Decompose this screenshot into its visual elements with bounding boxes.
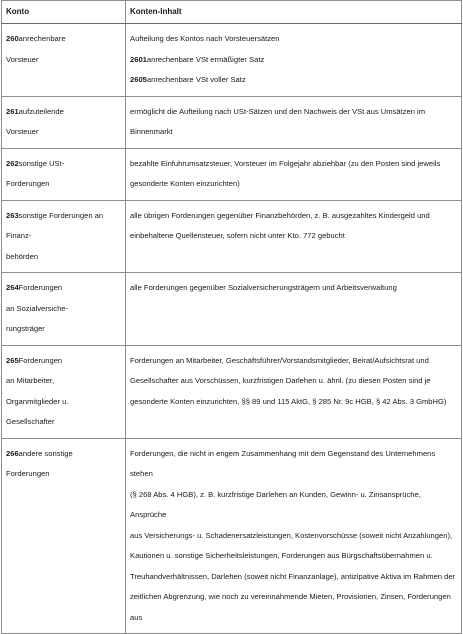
content-line: zeitlichen Abgrenzung, wie noch zu vereinnahmende Mieten, Provisionen, Zinsen, Forderungen aus (130, 592, 451, 622)
account-name-line: Organmitglieder u. (6, 396, 69, 406)
table-row (2, 273, 462, 346)
sub-account-line (130, 50, 457, 71)
account-name-line: Forderungen (6, 179, 50, 188)
account-content-cell (126, 345, 462, 438)
account-number: 264 (6, 283, 19, 292)
content-line: einbehaltene Quellensteuer, sofern nicht unter Kto. 772 gebucht (130, 231, 345, 240)
header-konten-inhalt: Konten-Inhalt (126, 1, 462, 24)
account-name-line: Forderungen (18, 355, 63, 365)
account-cell (2, 96, 126, 148)
account-number: 260 (6, 34, 19, 43)
table-row (2, 148, 462, 200)
account-name-line: Gesellschafter (6, 417, 55, 426)
account-content-cell (126, 200, 462, 273)
account-content-cell (126, 438, 462, 634)
table-row (2, 438, 462, 634)
table-row (2, 96, 462, 148)
header-row (2, 1, 462, 24)
table-row (2, 200, 462, 273)
content-line: Forderungen an Mitarbeiter, Geschäftsführer/Vorstandsmitglieder, Beirat/Aufsichtsrat und (130, 355, 429, 365)
header-konto: Konto (2, 1, 126, 24)
account-number: 261 (6, 106, 19, 116)
content-line: Aufteilung des Kontos nach Vorsteuersätzen (130, 34, 280, 43)
sub-account-number: 2605 (130, 75, 147, 84)
account-name-line: sonstige Forderungen an (18, 210, 104, 220)
content-line: Binnenmarkt (130, 127, 173, 136)
account-cell (2, 24, 126, 97)
account-name-line: Vorsteuer (6, 54, 39, 64)
content-line: Gesellschafter aus Vorschüssen, kurzfristigen Darlehen u. ähnl. (zu diesen Posten sind je (130, 376, 431, 385)
sub-account-text: anrechenbare VSt voller Satz (146, 75, 246, 84)
content-line: ermöglicht die Aufteilung nach USt-Sätzen und den Nachweis der VSt aus Umsätzen im (130, 106, 426, 116)
account-number: 262 (6, 158, 19, 168)
sub-account-number: 2601 (130, 54, 147, 64)
table-body (2, 24, 462, 634)
account-name-line: andere sonstige (18, 448, 73, 458)
content-line: alle übrigen Forderungen gegenüber Finanzbehörden, z. B. ausgezahltes Kindergeld und (130, 210, 430, 220)
table-row (2, 24, 462, 97)
content-line: aus Versicherungs- u. Schadenersatzleistungen, Kostenvorschüsse (soweit nicht Anzahlungen), (130, 530, 453, 540)
account-name-line: behörden (6, 251, 39, 261)
account-cell (2, 200, 126, 273)
account-content-cell (126, 148, 462, 200)
table-header (2, 1, 462, 24)
account-name-line: sonstige USt- (18, 158, 65, 168)
account-name-line: rungsträger (6, 324, 45, 333)
accounts-table (1, 0, 462, 634)
account-name-line: an Mitarbeiter, (6, 376, 55, 385)
account-name-line: Forderungen (6, 469, 50, 478)
content-line: gesonderte Konten einzurichten, §§ 89 und 115 AktG, § 285 Nr. 9c HGB, § 42 Abs. 3 GmbHG) (130, 396, 447, 406)
sub-account-line (130, 70, 457, 91)
account-name-line: an Sozialversiche- (6, 303, 69, 313)
content-line: bezahlte Einfuhrumsatzsteuer, Vorsteuer im Folgejahr abziehbar (zu den Posten sind jeweils (130, 158, 441, 168)
account-name-line: Vorsteuer (6, 127, 39, 136)
account-cell (2, 148, 126, 200)
account-content-cell (126, 96, 462, 148)
account-number: 266 (6, 448, 19, 458)
content-line: gesonderte Konten einzurichten) (130, 179, 240, 188)
account-number: 263 (6, 210, 19, 220)
content-line: Kautionen u. sonstige Sicherheitsleistungen, Forderungen aus Bürgschaftsübernahmen u. (130, 551, 433, 560)
account-content-cell (126, 273, 462, 346)
account-name-line: Finanz- (6, 231, 32, 240)
content-line: Treuhandverhältnissen, Darlehen (soweit nicht Finanzanlage), antizipative Aktiva im Rahmen der (130, 571, 456, 581)
sub-account-text: anrechenbare VSt ermäßigter Satz (146, 54, 265, 64)
content-line: (§ 268 Abs. 4 HGB), z. B. kurzfristige Darlehen an Kunden, Gewinn- u. Zinsansprüche, Ansprüche (130, 489, 421, 519)
content-line: alle Forderungen gegenüber Sozialversicherungsträgern und Arbeitsverwaltung (130, 283, 397, 292)
account-name-line: Forderungen (18, 283, 63, 292)
account-cell (2, 273, 126, 346)
account-number: 265 (6, 355, 19, 365)
table-row (2, 345, 462, 438)
account-name-line: anrechenbare (18, 34, 66, 43)
content-line: Forderungen, die nicht in engem Zusammenhang mit dem Gegenstand des Unternehmens stehen (130, 448, 436, 478)
account-cell (2, 438, 126, 634)
account-name-line: aufzuteilende (18, 106, 64, 116)
account-cell (2, 345, 126, 438)
account-content-cell (126, 24, 462, 97)
